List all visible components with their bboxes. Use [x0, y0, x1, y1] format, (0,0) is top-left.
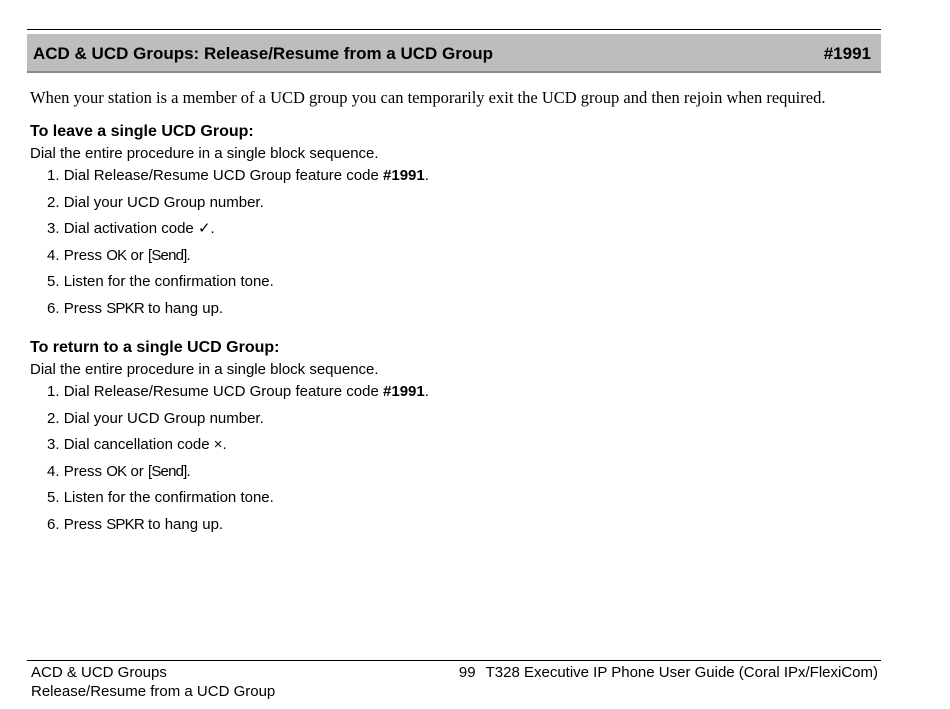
- ok-key: OK: [106, 246, 127, 264]
- leave-step-4: [30, 246, 890, 265]
- step-number: 2.: [47, 409, 60, 427]
- cross-icon: ×: [213, 436, 223, 453]
- title-bar: [27, 34, 881, 73]
- return-step-3: [30, 435, 890, 454]
- leave-steps: [30, 166, 890, 318]
- step-text: Dial Release/Resume UCD Group feature code: [63, 383, 384, 400]
- spkr-key: SPKR: [106, 299, 144, 317]
- feature-code: #1991: [823, 44, 871, 63]
- step-text: Dial activation code: [63, 220, 198, 237]
- guide-title: T328 Executive IP Phone User Guide (Coral IPx/FlexiCom): [485, 664, 878, 681]
- return-step-2: [30, 409, 890, 428]
- page-title: ACD & UCD Groups: Release/Resume from a UCD Group: [33, 44, 494, 63]
- footer-section-info: [31, 663, 275, 701]
- footer-chapter: ACD & UCD Groups: [31, 664, 167, 681]
- step-text-mid: or: [126, 246, 148, 264]
- return-heading: To return to a single UCD Group:: [30, 339, 280, 356]
- top-rule: [27, 29, 881, 30]
- step-text-end: .: [424, 167, 429, 184]
- leave-step-1: [30, 166, 890, 185]
- step-text-mid: or: [126, 462, 148, 480]
- step-number: 1.: [47, 167, 60, 184]
- leave-section: [30, 122, 890, 325]
- leave-step-2: [30, 193, 890, 212]
- step-text: Press: [63, 246, 107, 264]
- footer-topic: Release/Resume from a UCD Group: [31, 683, 276, 700]
- step-text-end: to hang up.: [143, 515, 224, 533]
- step-text-end: .: [222, 436, 227, 453]
- leave-step-6: [30, 299, 890, 318]
- footer-guide-info: [459, 663, 878, 682]
- step-number: 3.: [47, 220, 60, 237]
- step-text: Listen for the confirmation tone.: [63, 273, 274, 290]
- ok-key: OK: [106, 462, 127, 480]
- step-text: Press: [63, 515, 107, 533]
- leave-note: Dial the entire procedure in a single block sequence.: [30, 145, 379, 162]
- step-code: #1991: [383, 167, 425, 184]
- page-number: 99: [458, 664, 476, 681]
- step-number: 3.: [47, 436, 60, 453]
- return-note: Dial the entire procedure in a single block sequence.: [30, 361, 379, 378]
- step-text-end: to hang up.: [143, 299, 224, 317]
- step-text: Dial your UCD Group number.: [63, 193, 264, 211]
- step-text-end: .: [424, 383, 429, 400]
- step-text: Listen for the confirmation tone.: [63, 489, 274, 506]
- step-code: #1991: [383, 383, 425, 400]
- step-text: Dial your UCD Group number.: [63, 409, 264, 427]
- leave-step-3: [30, 219, 890, 238]
- intro-paragraph: When your station is a member of a UCD group you can temporarily exit the UCD group and then rejoin when required.: [30, 88, 826, 107]
- step-text: Press: [63, 299, 107, 317]
- spkr-key: SPKR: [106, 515, 144, 533]
- step-number: 5.: [47, 273, 60, 290]
- footer-rule: [27, 660, 881, 661]
- step-text: Dial Release/Resume UCD Group feature code: [63, 167, 384, 184]
- step-number: 6.: [47, 515, 60, 533]
- step-text-end: .: [210, 220, 215, 237]
- return-step-6: [30, 515, 890, 534]
- step-number: 1.: [47, 383, 60, 400]
- step-text: Press: [63, 462, 107, 480]
- return-step-4: [30, 462, 890, 481]
- step-number: 6.: [47, 299, 60, 317]
- leave-heading: To leave a single UCD Group:: [30, 123, 254, 140]
- step-number: 4.: [47, 462, 60, 480]
- return-section: [30, 338, 890, 541]
- leave-step-5: [30, 272, 890, 291]
- step-text-end: .: [186, 246, 191, 264]
- send-key: [Send]: [147, 246, 187, 264]
- step-number: 2.: [47, 193, 60, 211]
- return-step-1: [30, 382, 890, 401]
- return-steps: [30, 382, 890, 534]
- step-text-end: .: [186, 462, 191, 480]
- return-step-5: [30, 488, 890, 507]
- step-text: Dial cancellation code: [63, 436, 214, 453]
- checkmark-icon: ✓: [197, 220, 211, 237]
- step-number: 5.: [47, 489, 60, 506]
- send-key: [Send]: [147, 462, 187, 480]
- step-number: 4.: [47, 246, 60, 264]
